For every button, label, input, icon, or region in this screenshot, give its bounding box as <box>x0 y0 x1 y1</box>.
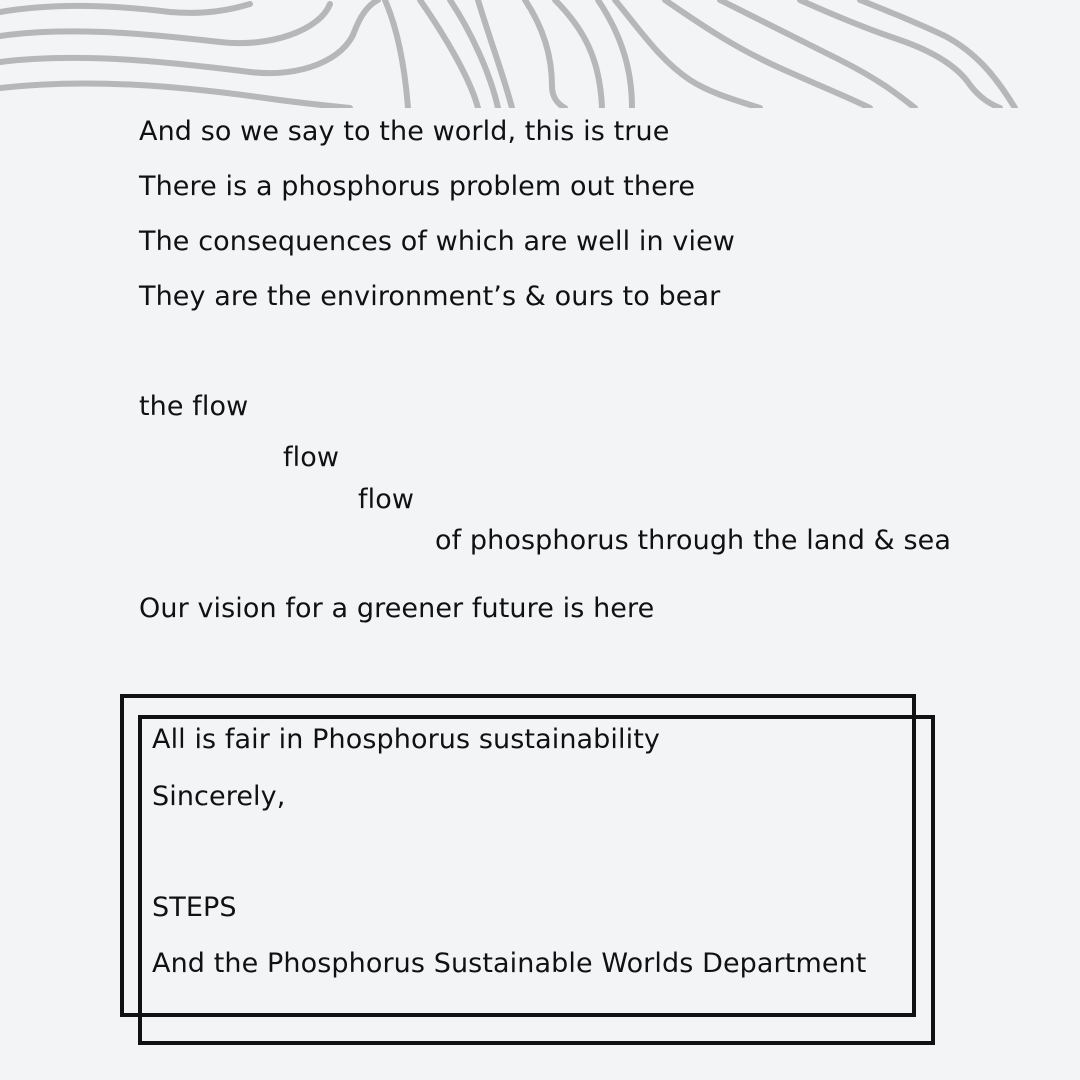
signoff-frame-inner <box>138 715 935 1045</box>
flow-line-1: the flow <box>139 391 249 422</box>
poem-line-3: The consequences of which are well in view <box>139 226 735 257</box>
poem-line-4: They are the environment’s & ours to bear <box>139 281 721 312</box>
signoff-organization: STEPS <box>152 892 237 923</box>
signoff-motto: All is fair in Phosphorus sustainability <box>152 724 660 755</box>
vision-line: Our vision for a greener future is here <box>139 593 655 624</box>
flow-line-4: of phosphorus through the land & sea <box>435 525 951 556</box>
signoff-closing: Sincerely, <box>152 781 286 812</box>
flow-line-3: flow <box>358 484 415 515</box>
flow-line-2: flow <box>283 442 340 473</box>
signoff-department: And the Phosphorus Sustainable Worlds Department <box>152 948 867 979</box>
poem-line-1: And so we say to the world, this is true <box>139 116 670 147</box>
topography-decoration <box>0 0 1080 108</box>
poem-line-2: There is a phosphorus problem out there <box>139 171 696 202</box>
